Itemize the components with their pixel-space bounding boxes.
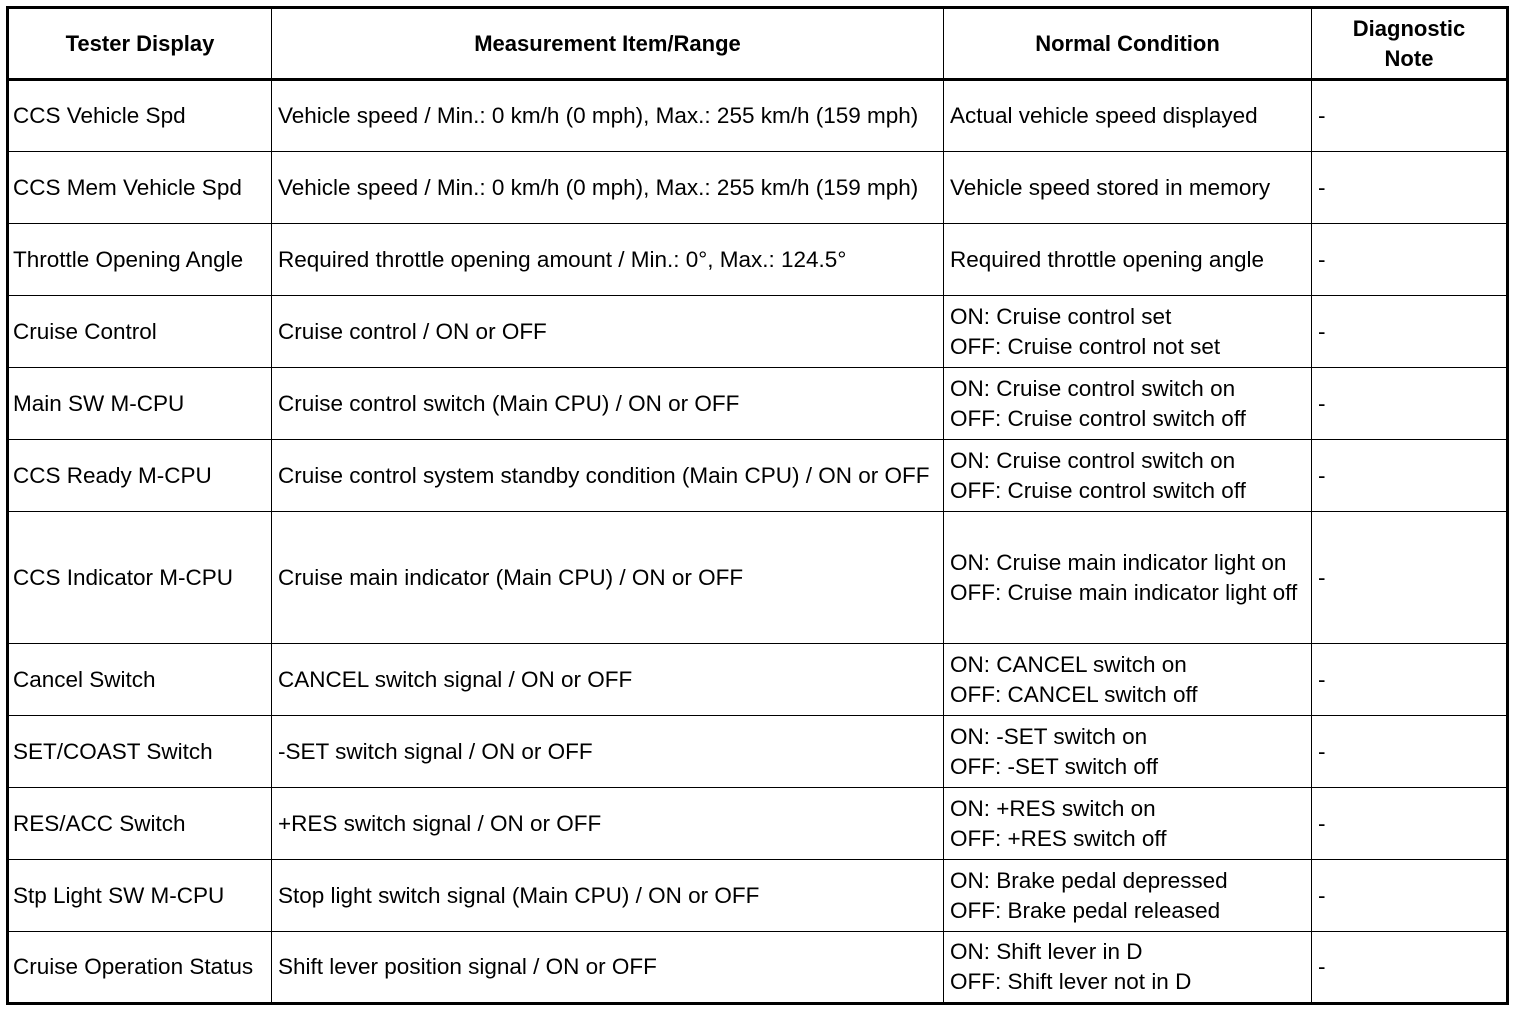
normal-condition-line: OFF: CANCEL switch off: [950, 681, 1198, 707]
cell-measurement-range: Cruise main indicator (Main CPU) / ON or OFF: [272, 512, 944, 644]
cell-measurement-range: -SET switch signal / ON or OFF: [272, 716, 944, 788]
normal-condition-line: ON: -SET switch on: [950, 723, 1148, 749]
cell-normal-condition: [944, 716, 1312, 788]
normal-condition-line: ON: Cruise main indicator light on: [950, 549, 1287, 575]
cell-diagnostic-note: -: [1312, 512, 1508, 644]
cell-tester-display: Throttle Opening Angle: [8, 224, 272, 296]
cell-tester-display: Cruise Operation Status: [8, 932, 272, 1004]
table-row: [8, 368, 1508, 440]
cell-diagnostic-note: -: [1312, 368, 1508, 440]
cell-diagnostic-note: -: [1312, 644, 1508, 716]
cell-tester-display: RES/ACC Switch: [8, 788, 272, 860]
diagnostic-data-table: [6, 6, 1509, 1005]
normal-condition-line: ON: CANCEL switch on: [950, 651, 1187, 677]
table-row: [8, 716, 1508, 788]
cell-tester-display: CCS Indicator M-CPU: [8, 512, 272, 644]
cell-measurement-range: Required throttle opening amount / Min.: 0°, Max.: 124.5°: [272, 224, 944, 296]
normal-condition-line: ON: Cruise control switch on: [950, 447, 1236, 473]
normal-condition-line: OFF: Cruise control switch off: [950, 405, 1246, 431]
table-row: [8, 644, 1508, 716]
cell-measurement-range: CANCEL switch signal / ON or OFF: [272, 644, 944, 716]
cell-tester-display: CCS Ready M-CPU: [8, 440, 272, 512]
cell-normal-condition: [944, 860, 1312, 932]
normal-condition-line: OFF: Cruise main indicator light off: [950, 579, 1298, 605]
normal-condition-line: Vehicle speed stored in memory: [950, 174, 1271, 200]
cell-normal-condition: [944, 296, 1312, 368]
cell-measurement-range: Stop light switch signal (Main CPU) / ON or OFF: [272, 860, 944, 932]
cell-measurement-range: Cruise control system standby condition (Main CPU) / ON or OFF: [272, 440, 944, 512]
cell-normal-condition: [944, 368, 1312, 440]
header-diagnostic-note-line1: Diagnostic: [1352, 15, 1466, 41]
cell-tester-display: CCS Vehicle Spd: [8, 80, 272, 152]
cell-normal-condition: [944, 224, 1312, 296]
table-row: [8, 296, 1508, 368]
table-row: [8, 788, 1508, 860]
cell-measurement-range: Shift lever position signal / ON or OFF: [272, 932, 944, 1004]
cell-tester-display: Cancel Switch: [8, 644, 272, 716]
header-diagnostic-note-line2: Note: [1384, 45, 1434, 71]
cell-diagnostic-note: -: [1312, 224, 1508, 296]
normal-condition-line: OFF: Cruise control switch off: [950, 477, 1246, 503]
header-tester-display: Tester Display: [8, 8, 272, 80]
cell-diagnostic-note: -: [1312, 296, 1508, 368]
cell-diagnostic-note: -: [1312, 152, 1508, 224]
cell-measurement-range: Vehicle speed / Min.: 0 km/h (0 mph), Max.: 255 km/h (159 mph): [272, 152, 944, 224]
normal-condition-line: ON: Shift lever in D: [950, 939, 1143, 964]
table-row: [8, 860, 1508, 932]
table-row: [8, 932, 1508, 1004]
normal-condition-line: Actual vehicle speed displayed: [950, 103, 1258, 128]
table-row: [8, 224, 1508, 296]
cell-measurement-range: Vehicle speed / Min.: 0 km/h (0 mph), Max.: 255 km/h (159 mph): [272, 80, 944, 152]
normal-condition-line: ON: Brake pedal depressed: [950, 867, 1228, 893]
table-row: [8, 440, 1508, 512]
table-row: [8, 512, 1508, 644]
cell-normal-condition: [944, 788, 1312, 860]
cell-measurement-range: Cruise control switch (Main CPU) / ON or OFF: [272, 368, 944, 440]
cell-normal-condition: [944, 644, 1312, 716]
cell-diagnostic-note: -: [1312, 788, 1508, 860]
header-measurement-item-range: Measurement Item/Range: [272, 8, 944, 80]
cell-diagnostic-note: -: [1312, 860, 1508, 932]
normal-condition-line: OFF: Shift lever not in D: [950, 969, 1192, 994]
header-normal-condition: Normal Condition: [944, 8, 1312, 80]
normal-condition-line: ON: +RES switch on: [950, 795, 1156, 821]
table-header-row: [8, 8, 1508, 80]
cell-tester-display: Cruise Control: [8, 296, 272, 368]
table-row: [8, 152, 1508, 224]
cell-measurement-range: +RES switch signal / ON or OFF: [272, 788, 944, 860]
normal-condition-line: OFF: -SET switch off: [950, 753, 1158, 779]
header-diagnostic-note: [1312, 8, 1508, 80]
cell-normal-condition: [944, 80, 1312, 152]
normal-condition-line: OFF: +RES switch off: [950, 825, 1167, 851]
normal-condition-line: OFF: Brake pedal released: [950, 897, 1221, 923]
cell-normal-condition: [944, 152, 1312, 224]
cell-normal-condition: [944, 512, 1312, 644]
cell-tester-display: SET/COAST Switch: [8, 716, 272, 788]
cell-normal-condition: [944, 440, 1312, 512]
normal-condition-line: ON: Cruise control switch on: [950, 375, 1236, 401]
cell-diagnostic-note: -: [1312, 932, 1508, 1004]
cell-tester-display: Main SW M-CPU: [8, 368, 272, 440]
cell-diagnostic-note: -: [1312, 80, 1508, 152]
cell-tester-display: CCS Mem Vehicle Spd: [8, 152, 272, 224]
normal-condition-line: OFF: Cruise control not set: [950, 333, 1221, 359]
table-row: [8, 80, 1508, 152]
cell-normal-condition: [944, 932, 1312, 1004]
normal-condition-line: ON: Cruise control set: [950, 303, 1172, 329]
cell-diagnostic-note: -: [1312, 716, 1508, 788]
cell-diagnostic-note: -: [1312, 440, 1508, 512]
cell-measurement-range: Cruise control / ON or OFF: [272, 296, 944, 368]
normal-condition-line: Required throttle opening angle: [950, 246, 1264, 272]
cell-tester-display: Stp Light SW M-CPU: [8, 860, 272, 932]
